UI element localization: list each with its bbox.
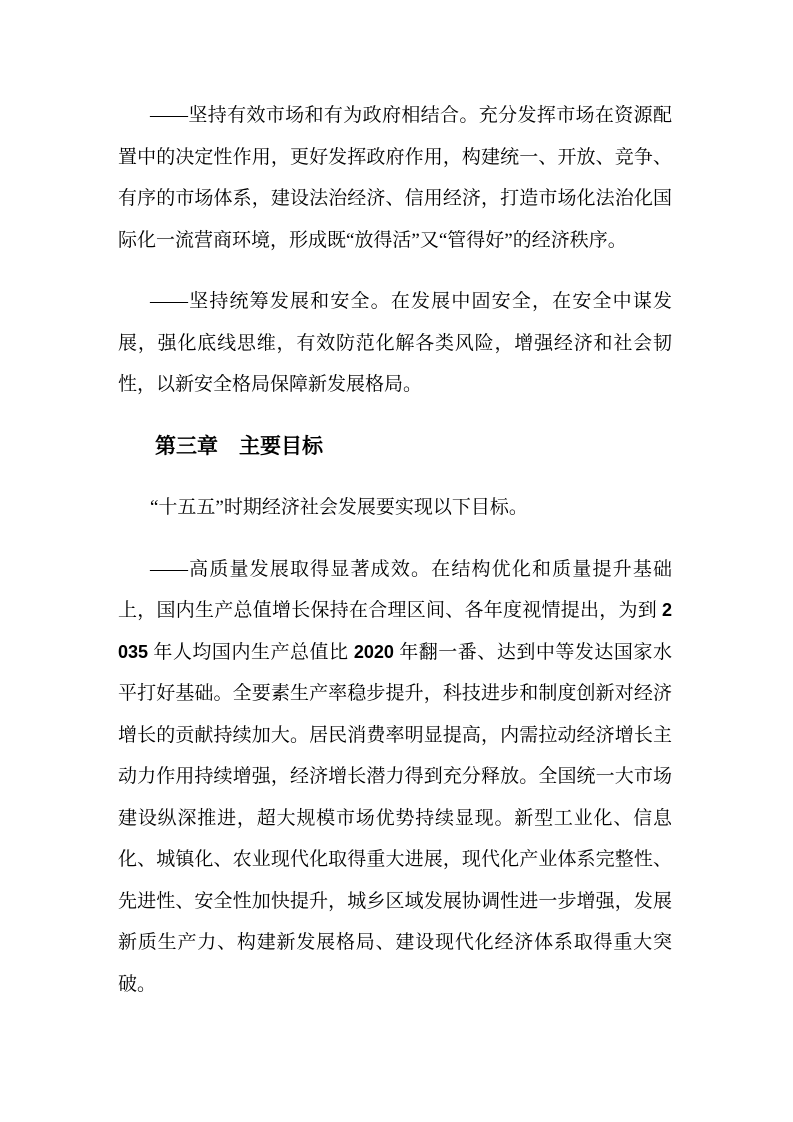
text-run: ——高质量发展取得显著成效。在结构优化和质量提升基础上，国内生产总值增长保持在合理区间、各年度视情提出，为到 <box>118 558 672 621</box>
paragraph-goals-intro: “十五五”时期经济社会发展要实现以下目标。 <box>150 497 528 518</box>
paragraph-high-quality-development <box>118 549 672 1006</box>
text-run: 年翻一番、达到中等发达国家水平打好基础。全要素生产率稳步提升，科技进步和制度创新对经济增长的贡献持续加大。居民消费率明显提高，内需拉动经济增长主动力作用持续增强，经济增长潜力得到充分释放。全国统一大市场建设纵深推进，超大规模市场优势持续显现。新型工业化、信息化、城镇化、农业现代化取得重大进展，现代化产业体系完整性、先进性、安全性加快提升，城乡区域发展协调性进一步增强，发展新质生产力、构建新发展格局、建设现代化经济体系取得重大突破。 <box>118 641 672 995</box>
text-run: 年人均国内生产总值比 <box>148 641 354 663</box>
year-number: 2035 <box>118 600 672 662</box>
paragraph-development-and-security: ——坚持统筹发展和安全。在发展中固安全，在安全中谋发展，强化底线思维，有效防范化解各类风险，增强经济和社会韧性，以新安全格局保障新发展格局。 <box>118 291 672 395</box>
chapter-heading-main-goals: 第三章 主要目标 <box>155 433 323 458</box>
year-number: 2020 <box>353 641 394 662</box>
paragraph-effective-market-government: ——坚持有效市场和有为政府相结合。充分发挥市场在资源配置中的决定性作用，更好发挥政府作用，构建统一、开放、竞争、有序的市场体系，建设法治经济、信用经济，打造市场化法治化国际化一流营商环境，形成既“放得活”又“管得好”的经济秩序。 <box>118 105 672 251</box>
document-content <box>118 95 672 1025</box>
